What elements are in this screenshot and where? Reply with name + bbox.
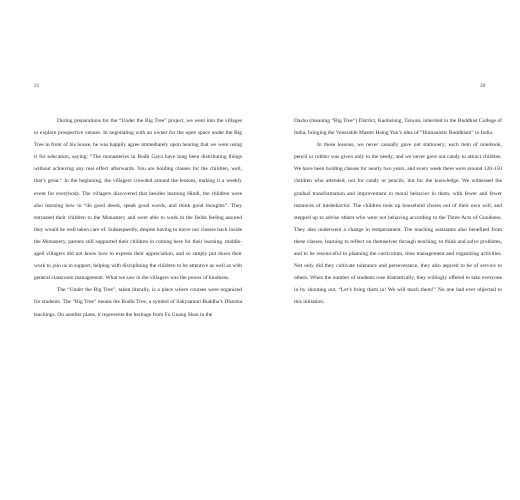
right-page-number: 20 bbox=[480, 83, 486, 89]
right-page-text bbox=[294, 115, 502, 309]
right-page bbox=[272, 74, 500, 474]
right-paragraph-1: Dashu (meaning “Big Tree”) District, Kaohsiung, Taiwan, inherited to the Buddhist College of India, bringing the Venerable Master Hsing Yun’s idea of “Humanistic Buddhism” to India. bbox=[294, 118, 502, 137]
right-paragraph-2: In these lessons, we never casually gave out stationery; each item of notebook, pencil or rubber was given only to the needy, and we never gave out candy to attract children. We have been holding classes for nearly two years, and every week there were around 120-150 children who attended, not for candy or pencils, but for the knowledge. We witnessed the gradual transformation and improvement in moral behavior in them, with fewer and fewer instances of misbehavior. The children took up household chores out of their own will, and stepped up to advise others who were not behaving according to the Three Acts of Goodness. They also underwent a change in temperament. The teaching assistants also benefited from these classes, learning to reflect on themselves through teaching, to think and solve problems, and to be resourceful in planning the curriculum, time management and organizing activities. Not only did they cultivate tolerance and perseverance, they also aspired to be of service to others. When the number of students rose dramatically, they willingly offered to take everyone in by shouting out, “Let’s bring them in! We will teach them!” No one had ever objected to this initiation. bbox=[294, 142, 502, 306]
left-paragraph-1: During preparations for the “Under the Big Tree” project, we went into the villages to explore prospective venues. In negotiating with an owner for the open space under the Big Tree in front of his house, he was happily agree immediately upon hearing that we were using it for education, saying: “The monasteries in Bodh Gaya have long been distributing things without achieving any real effect afterwards. You are holding classes for the children, well, that’s great.” In the beginning, the villagers crowded around the lessons, making it a weekly event for everybody. The villagers discovered that besides learning Hindi, the children were also learning how to “do good deeds, speak good words, and think good thoughts”. They entrusted their children to the Monastery and were able to work in the fields feeling assured they would be well taken care of. Subsequently, despite having to move our classes back inside the Monastery, parents still supported their children in coming here for their learning. middle-aged villagers did not know how to express their appreciation, and so simply put down their work to join us in support, helping with disciplining the children to be attentive as well as with general classroom management. What we saw in the villagers was the power of kindness. bbox=[34, 118, 242, 282]
left-paragraph-2: The “Under the Big Tree”, taken literally, is a place where courses were organized for students. The “Big Tree” means the Bodhi Tree, a symbol of Sakyamuni Buddha’s Dharma teachings. On another plane, it represents the heritage from Fo Guang Shan in the bbox=[34, 287, 242, 318]
left-page bbox=[24, 74, 252, 474]
left-page-number: 21 bbox=[34, 83, 40, 89]
left-page-text bbox=[34, 115, 242, 321]
